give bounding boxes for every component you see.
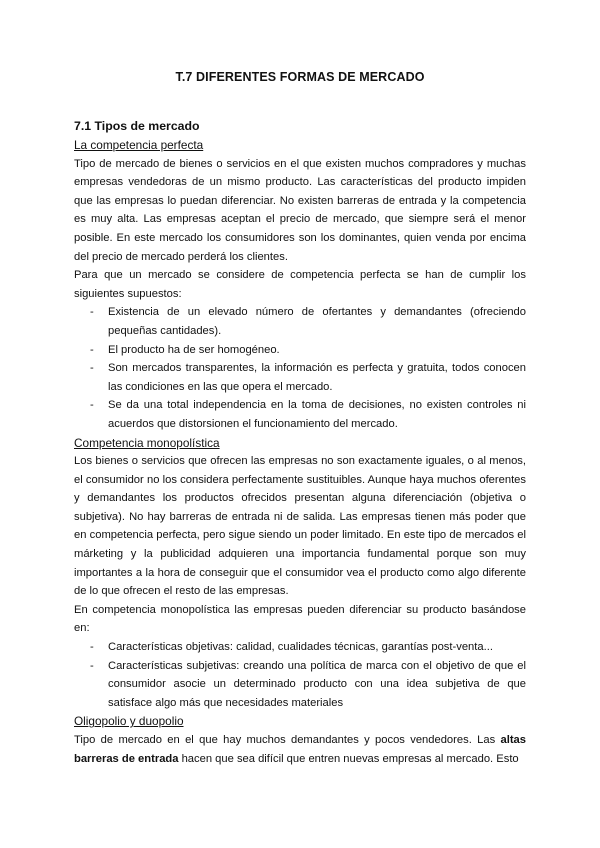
- list-item: [74, 657, 526, 713]
- list-item-text: Características objetivas: calidad, cualidades técnicas, garantías post-venta...: [108, 641, 493, 654]
- list-item-text: El producto ha de ser homogéneo.: [108, 343, 280, 356]
- bold-term: altas barreras de entrada: [74, 734, 526, 765]
- list-supuestos: [74, 303, 526, 433]
- bullet-dash: -: [90, 641, 94, 654]
- list-item-text: Existencia de un elevado número de ofertantes y demandantes (ofreciendo pequeñas cantidades).: [108, 306, 526, 337]
- document-body: [74, 116, 526, 768]
- section-heading: 7.1 Tipos de mercado: [74, 119, 200, 133]
- list-item: [74, 359, 526, 396]
- list-item: [74, 303, 526, 340]
- heading-competencia-monopolistica: Competencia monopolística: [74, 435, 220, 450]
- bullet-dash: -: [90, 659, 94, 672]
- paragraph-perfecta-1: Tipo de mercado de bienes o servicios en el que existen muchos compradores y muchas empresas vendedoras de un mismo producto. Las características del producto impiden que las empresas lo puedan diferenciar. No existen barreras de entrada y la competencia es muy alta. Las empresas aceptan el precio de mercado, que siempre será el menor posible. En este mercado los consumidores son los dominantes, quien venda por encima del precio de mercado perderá los clientes.: [74, 157, 526, 263]
- heading-competencia-perfecta: La competencia perfecta: [74, 138, 204, 152]
- document-title: T.7 DIFERENTES FORMAS DE MERCADO: [175, 70, 425, 84]
- paragraph-oligopolio: [74, 731, 526, 768]
- list-item: [74, 341, 526, 360]
- paragraph-text: hacen que sea difícil que entren nuevas empresas al mercado. Esto: [178, 752, 519, 765]
- paragraph-text: Tipo de mercado en el que hay muchos demandantes y pocos vendedores. Las: [74, 734, 501, 746]
- list-item-text: Son mercados transparentes, la información es perfecta y gratuita, todos conocen las condiciones en las que opera el mercado.: [108, 362, 526, 393]
- paragraph-monopolistica-1: Los bienes o servicios que ofrecen las empresas no son exactamente iguales, o al menos, el consumidor no los considera perfectamente sustituibles. Aunque haya muchos oferentes y demandantes los productos ofrecidos presentan alguna diferenciación (objetiva o subjetiva). No hay barreras de entrada ni de salida. Las empresas tienen más poder que en competencia perfecta, pero sigue siendo un poder limitado. En este tipo de mercados el márketing y la publicidad adquieren una importancia fundamental porque son muy importantes a la hora de conseguir que el consumidor vea el producto como algo diferente de lo que ofrecen el resto de las empresas.: [74, 455, 526, 598]
- list-diferenciacion: [74, 638, 526, 712]
- bullet-dash: -: [90, 306, 94, 319]
- list-item-text: Características subjetivas: creando una política de marca con el objetivo de que el consumidor asocie un determinado producto con una idea subjetiva de que satisface algo más que necesidades materiales: [108, 659, 526, 709]
- list-item: [74, 638, 526, 657]
- list-item-text: Se da una total independencia en la toma de decisiones, no existen controles ni acuerdos que distorsionen el funcionamiento del mercado.: [108, 399, 526, 430]
- bullet-dash: -: [90, 362, 94, 375]
- paragraph-perfecta-2: Para que un mercado se considere de competencia perfecta se han de cumplir los siguientes supuestos:: [74, 269, 526, 300]
- list-item: [74, 396, 526, 433]
- bullet-dash: -: [90, 399, 94, 412]
- paragraph-monopolistica-2: En competencia monopolística las empresas pueden diferenciar su producto basándose en:: [74, 603, 526, 635]
- bullet-dash: -: [90, 343, 94, 356]
- heading-oligopolio: Oligopolio y duopolio: [74, 714, 184, 729]
